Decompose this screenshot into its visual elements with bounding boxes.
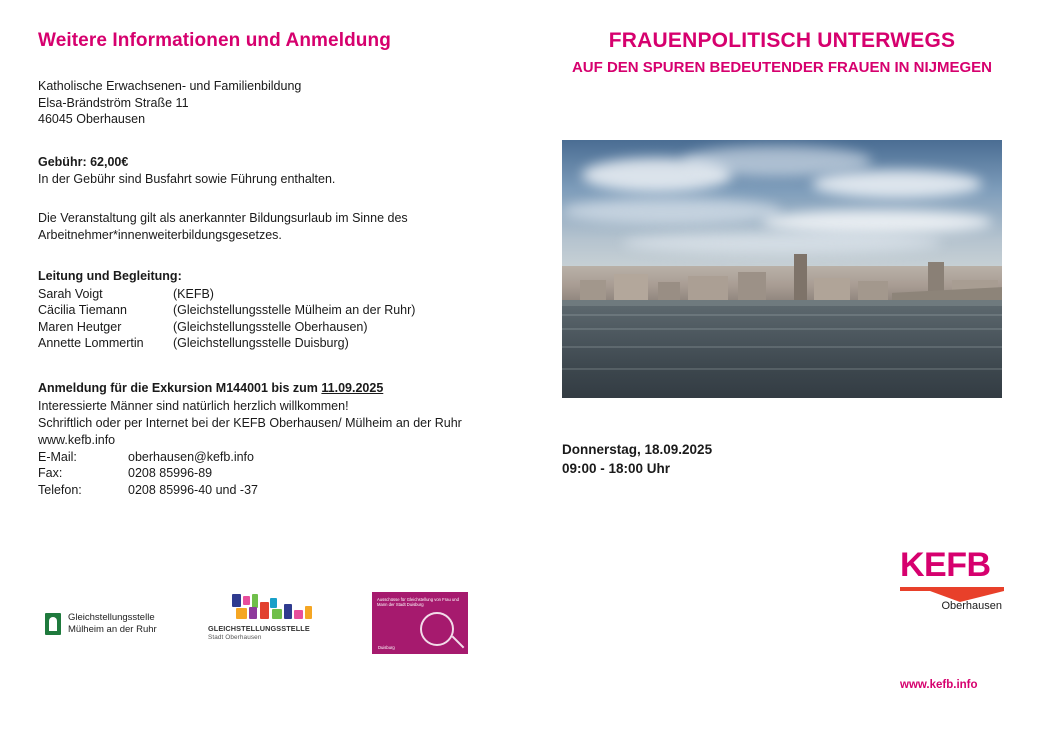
event-subtitle: AUF DEN SPUREN BEDEUTENDER FRAUEN IN NIJMEGEN: [571, 59, 993, 76]
kefb-swoosh-icon: [900, 585, 1004, 603]
water-shimmer: [562, 368, 1002, 370]
cloud-shape: [682, 146, 872, 176]
event-datetime: [562, 440, 712, 478]
registration-title: [38, 380, 508, 397]
list-item: [38, 286, 508, 303]
leader-name: Maren Heutger: [38, 319, 122, 334]
building-shape: [614, 274, 648, 302]
water-shimmer: [562, 328, 1002, 330]
leadership-title: Leitung und Begleitung:: [38, 268, 182, 283]
address-line-1: Katholische Erwachsenen- und Familienbildung: [38, 79, 302, 93]
registration-section: [38, 380, 508, 499]
oberhausen-block: [236, 608, 247, 619]
contact-row-phone: [38, 482, 508, 499]
leader-org: (Gleichstellungsstelle Duisburg): [173, 336, 349, 350]
leader-name: Sarah Voigt: [38, 286, 103, 301]
leadership-section: [38, 268, 508, 352]
cloud-shape: [622, 232, 942, 254]
phone-value: 0208 85996-40 und -37: [128, 482, 258, 497]
email-value[interactable]: oberhausen@kefb.info: [128, 449, 254, 464]
leader-name: Annette Lommertin: [38, 336, 144, 350]
oberhausen-block: [272, 609, 282, 619]
contact-label: Fax:: [38, 466, 63, 480]
muelheim-logo-icon: [45, 613, 61, 635]
address-line-3: 46045 Oberhausen: [38, 112, 146, 126]
registration-note-men: Interessierte Männer sind natürlich herzlich willkommen!: [38, 398, 349, 413]
event-date: Donnerstag, 18.09.2025: [562, 442, 713, 457]
kefb-city-label: Oberhausen: [941, 600, 1002, 612]
oberhausen-block: [243, 596, 250, 605]
church-tower-shape: [794, 254, 807, 302]
contact-row-email: [38, 449, 508, 466]
muelheim-logo-line-1: Gleichstellungsstelle: [68, 612, 155, 623]
oberhausen-block: [305, 606, 312, 619]
duisburg-mirror-handle-icon: [452, 636, 465, 649]
contact-label: Telefon:: [38, 482, 82, 497]
photo-water: [562, 306, 1002, 398]
logo-gleichstellungsstelle-duisburg: [372, 592, 468, 654]
footer-website-link[interactable]: www.kefb.info: [900, 679, 978, 691]
building-shape: [814, 278, 850, 302]
partner-logo-strip: [45, 592, 485, 660]
city-photo: [562, 140, 1002, 398]
registration-note-channel: Schriftlich oder per Internet bei der KEFB Oberhausen/ Mülheim an der Ruhr: [38, 415, 462, 430]
registration-title-prefix: Anmeldung für die Exkursion M144001 bis zum: [38, 380, 322, 395]
water-shimmer: [562, 346, 1002, 348]
cloud-shape: [812, 170, 982, 198]
event-time: 09:00 - 18:00 Uhr: [562, 461, 671, 476]
oberhausen-block: [270, 598, 277, 608]
event-title: FRAUENPOLITISCH UNTERWEGS: [608, 29, 956, 52]
page-title: Weitere Informationen und Anmeldung: [38, 30, 391, 51]
registration-deadline: 11.09.2025: [321, 380, 384, 395]
oberhausen-block: [260, 602, 269, 619]
cloud-shape: [562, 198, 782, 224]
fee-description: In der Gebühr sind Busfahrt sowie Führung enthalten.: [38, 171, 336, 186]
leader-org: (KEFB): [173, 286, 214, 301]
fax-value: 0208 85996-89: [128, 466, 213, 480]
address-line-2: Elsa-Brändström Straße 11: [38, 95, 189, 110]
contact-row-fax: [38, 465, 508, 482]
duisburg-logo-text: Ausschüsse für Gleichstellung von Frau und Mann der Stadt Duisburg: [377, 597, 459, 608]
list-item: [38, 335, 508, 352]
oberhausen-block: [252, 594, 258, 608]
leader-org: (Gleichstellungsstelle Oberhausen): [173, 319, 368, 334]
registration-website-link[interactable]: www.kefb.info: [38, 432, 116, 447]
fee-section: [38, 154, 508, 188]
duisburg-mirror-icon: [420, 612, 454, 646]
oberhausen-block: [232, 594, 241, 607]
info-column: [38, 30, 508, 500]
leader-org: (Gleichstellungsstelle Mülheim an der Ruhr): [173, 303, 416, 317]
muelheim-logo-line-2: Mülheim an der Ruhr: [68, 623, 157, 635]
list-item: [38, 319, 508, 336]
cloud-shape: [762, 210, 992, 234]
fee-title: Gebühr: 62,00€: [38, 154, 129, 169]
building-shape: [688, 276, 728, 302]
list-item: [38, 302, 508, 319]
building-shape: [658, 282, 680, 302]
educational-leave-note: Die Veranstaltung gilt als anerkannter Bildungsurlaub im Sinne des Arbeitnehmer*innenweiterbildungsgesetzes.: [38, 210, 408, 242]
building-shape: [580, 280, 606, 302]
kefb-wordmark: KEFB: [900, 546, 991, 584]
oberhausen-logo-sublabel: Stadt Oberhausen: [208, 634, 262, 641]
kefb-logo: [900, 548, 1004, 612]
oberhausen-logo-icon: [208, 594, 328, 628]
contact-label: E-Mail:: [38, 449, 77, 464]
duisburg-logo-sub: Duisburg: [378, 645, 395, 650]
logo-gleichstellungsstelle-muelheim: [45, 612, 157, 635]
oberhausen-block: [284, 604, 292, 619]
leader-name: Cäcilia Tiemann: [38, 303, 127, 317]
organizer-address: [38, 78, 508, 128]
muelheim-logo-text: [68, 612, 157, 635]
logo-gleichstellungsstelle-oberhausen: [208, 594, 328, 654]
water-shimmer: [562, 314, 1002, 316]
building-shape: [738, 272, 766, 302]
title-column: [562, 28, 1002, 78]
oberhausen-block: [294, 610, 303, 619]
building-shape: [858, 281, 888, 302]
oberhausen-block: [249, 607, 257, 619]
oberhausen-logo-label: GLEICHSTELLUNGSSTELLE: [208, 624, 310, 633]
